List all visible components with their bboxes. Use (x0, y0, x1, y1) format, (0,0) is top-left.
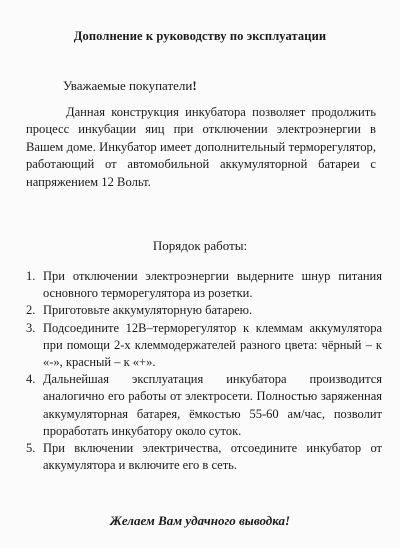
list-item (26, 320, 382, 372)
greeting (63, 78, 197, 94)
step-text: При включении электричества, отсоедините инкубатор от аккумулятора и включите его в сеть. (43, 441, 382, 473)
step-text: При отключении электроэнергии выдерните шнур питания основного терморегулятора из розетки. (43, 269, 382, 301)
steps-list (26, 268, 382, 474)
list-item (26, 302, 382, 319)
step-text: Подсоедините 12В–терморегулятор к клеммам аккумулятора при помощи 2-х клеммодержателей разного цвета: чёрный – к «-», красный – к «+». (43, 320, 382, 370)
step-text: Приготовьте аккумуляторную батарею. (43, 303, 253, 318)
step-number: 5. (26, 441, 36, 456)
greeting-text: Уважаемые покупатели (63, 78, 193, 93)
closing-wish: Желаем Вам удачного выводка! (109, 513, 291, 528)
intro-paragraph: Данная конструкция инкубатора позволяет продолжить процесс инкубации яиц при отключении электроэнергии в Вашем доме. Инкубатор имеет дополнительный терморегулятор, работающий от автомобильной аккумуляторной батареи с напряжением 12 Вольт. (26, 105, 376, 189)
step-text: Дальнейшая эксплуатация инкубатора производится аналогично его работы от электросети. Полностью заряженная аккумуляторная батарея, ёмкостью 55-60 ам/час, позволит проработать инкубатору около суток. (43, 372, 382, 438)
section-title: Порядок работы: (152, 238, 248, 253)
list-item (26, 371, 382, 440)
step-number: 1. (26, 269, 36, 283)
document-title: Дополнение к руководству по эксплуатации (73, 29, 327, 43)
step-number: 2. (26, 303, 36, 318)
step-number: 3. (26, 320, 36, 335)
greeting-mark: ! (192, 78, 197, 93)
list-item (26, 440, 382, 474)
list-item (26, 268, 382, 302)
step-number: 4. (26, 372, 36, 387)
